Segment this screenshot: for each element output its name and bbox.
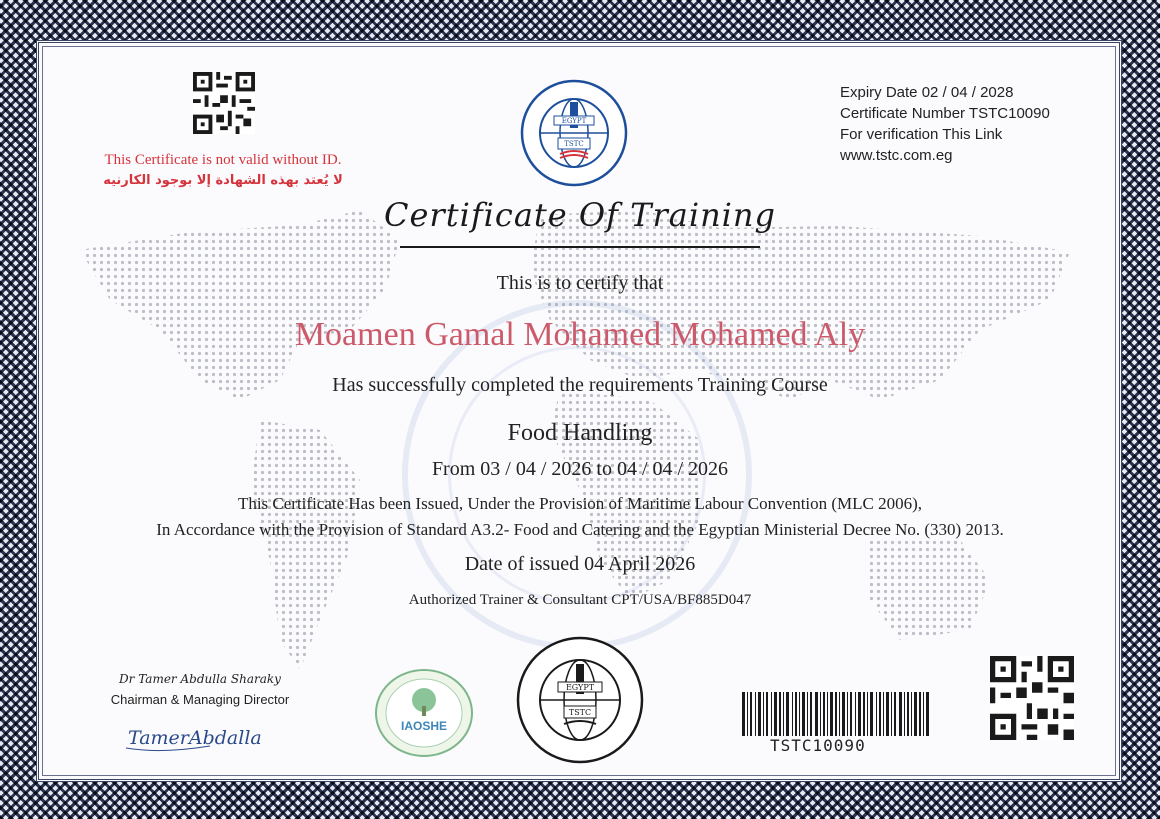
verification-link[interactable]: www.tstc.com.eg	[840, 147, 953, 164]
verification-label: For verification This Link	[840, 126, 1003, 143]
seal-abbr: TSTC	[564, 140, 584, 148]
qr-code-icon[interactable]	[192, 72, 256, 134]
seal-country: EGYPT	[561, 117, 587, 125]
certificate-number: Certificate Number TSTC10090	[840, 105, 1050, 122]
qr-code-icon[interactable]	[990, 656, 1074, 740]
recipient-name: Moamen Gamal Mohamed Mohamed Aly	[294, 316, 866, 353]
validity-note: This Certificate is not valid without ID.	[104, 152, 342, 168]
course-name: Food Handling	[507, 420, 653, 446]
barcode-icon	[742, 692, 932, 736]
certificate-title: Certificate Of Training	[384, 196, 776, 234]
certify-line: This is to certify that	[496, 272, 664, 294]
company-seal-icon	[514, 78, 634, 188]
signature-icon	[120, 714, 270, 756]
title-underline	[400, 246, 760, 248]
seal-country: EGYPT	[565, 683, 595, 692]
course-dates: From 03 / 04 / 2026 to 04 / 04 / 2026	[431, 458, 729, 480]
signatory-role: Chairman & Managing Director	[110, 692, 290, 707]
company-seal-icon	[514, 634, 646, 766]
completed-line: Has successfully completed the requirements Training Course	[332, 374, 828, 396]
seal-abbr: TSTC	[568, 708, 592, 717]
iaoshe-badge-icon	[374, 668, 474, 758]
svg-text:TamerAbdalla: TamerAbdalla	[128, 727, 262, 749]
signatory-name: Dr Tamer Abdulla Sharaky	[119, 672, 281, 686]
provision-line-1: This Certificate Has been Issued, Under the Provision of Maritime Labour Convention (MLC 2006),	[237, 494, 923, 513]
barcode-code: TSTC10090	[770, 736, 866, 755]
badge-label: IAOSHE	[400, 719, 448, 733]
expiry-block	[840, 82, 1050, 166]
validity-note-arabic: لا يُعتد بهذه الشهادة إلا بوجود الكارنيه	[103, 173, 343, 188]
expiry-date: Expiry Date 02 / 04 / 2028	[840, 84, 1014, 101]
trainer-line: Authorized Trainer & Consultant CPT/USA/BF885D047	[408, 592, 752, 608]
provision-line-2: In Accordance with the Provision of Standard A3.2- Food and Catering and the Egyptian Ministerial Decree No. (330) 2013.	[156, 520, 1004, 539]
issue-date: Date of issued 04 April 2026	[464, 553, 696, 575]
